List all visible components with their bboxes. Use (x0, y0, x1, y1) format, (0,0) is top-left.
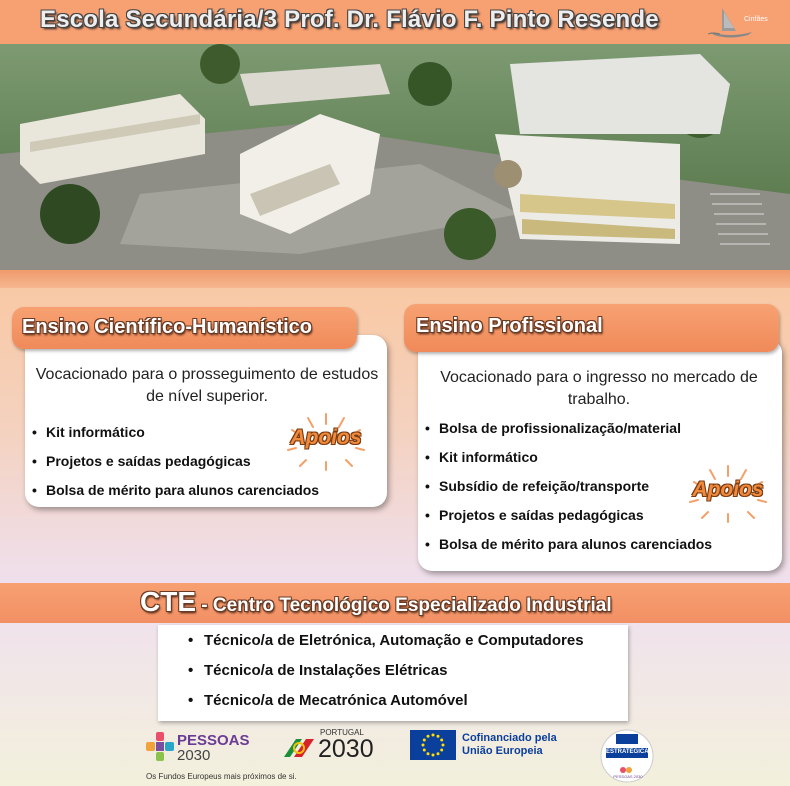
eu-line2: União Europeia (462, 745, 543, 757)
pessoas-2030-logo (146, 730, 256, 764)
cte-dash: - (196, 595, 213, 616)
cte-heading (140, 586, 612, 618)
page-title: Escola Secundária/3 Prof. Dr. Flávio F. Pinto Resende (40, 6, 659, 33)
estrategica-label: ESTRATÉGICA (606, 749, 649, 755)
apoios-badge (278, 410, 374, 474)
scientific-humanistic-benefits (32, 422, 319, 509)
estrategica-sub: PESSOAS 2030 (613, 774, 643, 779)
portugal-big: 2030 (318, 735, 374, 763)
portugal-flag-icon (282, 731, 316, 763)
portugal-2030-logo (282, 727, 382, 765)
apoios-label: Apoios (290, 426, 362, 449)
scientific-humanistic-title: Ensino Científico-Humanístico (22, 316, 313, 338)
apoios-label: Apoios (692, 478, 764, 501)
professional-benefits (425, 418, 712, 563)
pessoas-cross-icon (146, 732, 174, 762)
pessoas-line2: 2030 (177, 747, 211, 764)
portugal-small: PORTUGAL (320, 728, 364, 737)
list-item: • Técnico/a de Eletrónica, Automação e Computadores (188, 629, 584, 659)
photo-bottom-strip (0, 270, 790, 288)
list-item: • Bolsa de profissionalização/material (425, 418, 712, 447)
professional-description: Vocacionado para o ingresso no mercado de trabalho. (440, 369, 758, 408)
cte-courses (188, 629, 584, 719)
cte-name: Centro Tecnológico Especializado Industrial (212, 595, 612, 616)
list-item: • Técnico/a de Mecatrónica Automóvel (188, 689, 584, 719)
professional-title: Ensino Profissional (416, 315, 603, 337)
eu-flag-icon (410, 730, 456, 760)
list-item: • Kit informático (425, 447, 712, 476)
eu-line1: Cofinanciado pela (462, 732, 557, 744)
pessoas-line1: PESSOAS (177, 732, 250, 749)
logo-label: Cinfães (744, 16, 768, 23)
list-item: • Bolsa de mérito para alunos carenciados (425, 534, 712, 563)
list-item: • Técnico/a de Instalações Elétricas (188, 659, 584, 689)
eu-cofunding-logo (410, 730, 580, 762)
aerial-school-photo (0, 44, 790, 270)
apoios-badge (680, 462, 776, 526)
list-item: • Subsídio de refeição/transporte (425, 476, 712, 505)
footer-tagline: Os Fundos Europeus mais próximos de si. (146, 772, 297, 781)
cte-courses-box (158, 625, 628, 721)
cte-abbr: CTE (140, 586, 196, 617)
list-item: • Bolsa de mérito para alunos carenciados (32, 480, 319, 509)
list-item: • Kit informático (32, 422, 319, 451)
list-item: • Projetos e saídas pedagógicas (425, 505, 712, 534)
estrategica-badge (596, 728, 658, 784)
scientific-humanistic-description: Vocacionado para o prosseguimento de estudos de nível superior. (35, 366, 379, 405)
list-item: • Projetos e saídas pedagógicas (32, 451, 319, 480)
